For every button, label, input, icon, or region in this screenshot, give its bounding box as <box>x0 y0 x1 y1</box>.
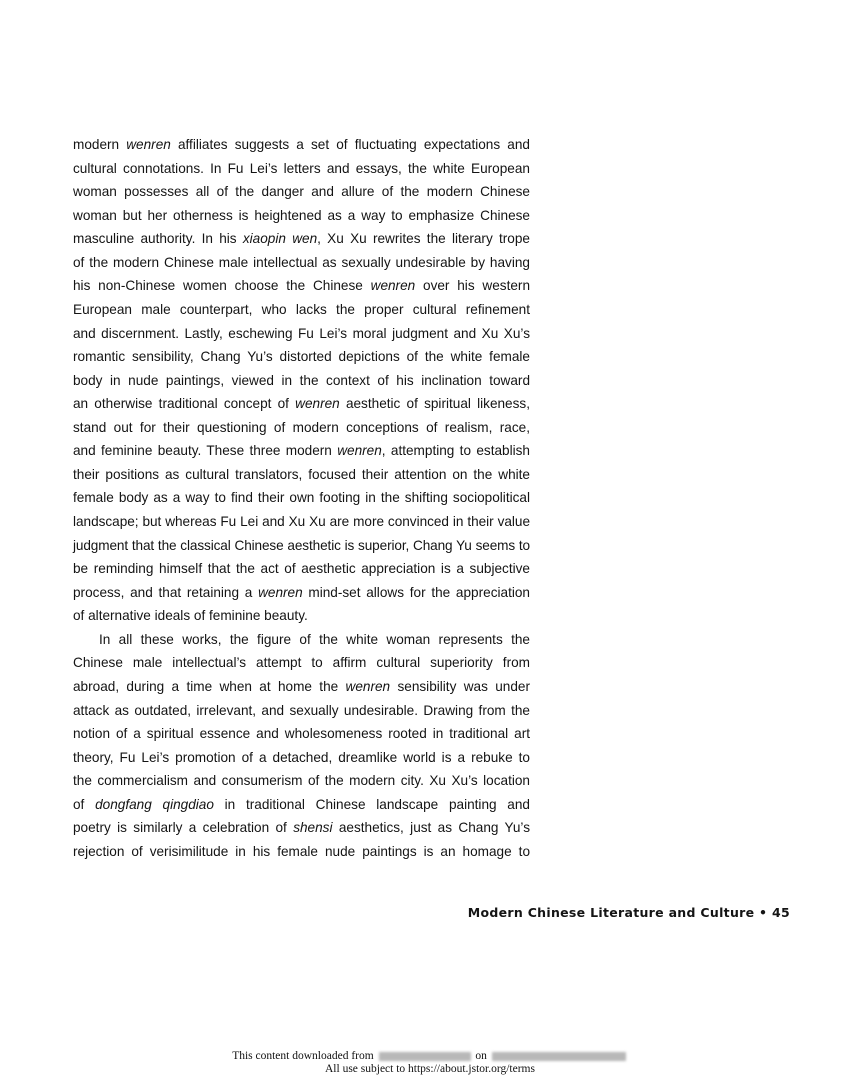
italic-term: wenren <box>258 584 303 600</box>
text-run: over his western <box>415 278 530 294</box>
text-line <box>73 133 530 157</box>
text-line <box>73 298 530 322</box>
text-line <box>73 651 530 675</box>
redacted-ip <box>379 1052 471 1061</box>
text-run: attack as outdated, irrelevant, and sexually undesirable. Drawing from the <box>73 702 530 718</box>
italic-term: wenren <box>370 278 416 294</box>
text-run: woman possesses all of the danger and allure of the modern Chinese <box>73 184 530 200</box>
text-run: of alternative ideals of feminine beauty. <box>73 608 308 624</box>
text-line <box>73 557 530 581</box>
running-footer <box>468 905 790 920</box>
text-run: abroad, during a time when at home the <box>73 678 346 694</box>
text-line <box>73 486 530 510</box>
text-run: sensibility was under <box>390 678 530 694</box>
text-run: , attempting to establish <box>381 443 530 459</box>
text-run: woman but her otherness is heightened as a way to emphasize Chinese <box>73 207 530 223</box>
text-line <box>73 628 530 652</box>
text-line <box>73 793 530 817</box>
text-line <box>73 416 530 440</box>
jstor-terms-notice <box>0 1063 860 1075</box>
text-run: aesthetics, just as Chang Yu’s <box>332 820 530 836</box>
text-run: an otherwise traditional concept of <box>73 396 296 412</box>
text-run: masculine authority. In his <box>73 231 243 247</box>
text-line <box>73 157 530 181</box>
text-line <box>73 699 530 723</box>
text-run: stand out for their questioning of modern conceptions of realism, race, <box>73 419 530 435</box>
text-run: cultural connotations. In Fu Lei’s letters and essays, the white European <box>73 160 530 176</box>
text-run: , Xu Xu rewrites the literary trope <box>317 231 530 247</box>
text-line <box>73 251 530 275</box>
text-run: the commercialism and consumerism of the modern city. Xu Xu’s location <box>73 773 530 789</box>
terms-text: All use subject to https://about.jstor.org/terms <box>325 1063 535 1075</box>
text-line <box>73 769 530 793</box>
text-line <box>73 840 530 864</box>
redacted-date <box>492 1052 626 1061</box>
download-notice-on: on <box>475 1050 487 1062</box>
text-line <box>73 227 530 251</box>
text-run: and feminine beauty. These three modern <box>73 443 338 459</box>
text-run: poetry is similarly a celebration of <box>73 820 294 836</box>
text-run: aesthetic of spiritual likeness, <box>339 396 530 412</box>
text-line <box>73 722 530 746</box>
text-line <box>73 180 530 204</box>
body-text <box>73 133 530 863</box>
text-run: judgment that the classical Chinese aesthetic is superior, Chang Yu seems to <box>73 537 530 553</box>
text-run: in traditional Chinese landscape painting and <box>213 796 530 812</box>
page-number: 45 <box>772 905 790 920</box>
text-line <box>73 345 530 369</box>
text-line <box>73 534 530 558</box>
text-run: landscape; but whereas Fu Lei and Xu Xu are more convinced in their value <box>73 514 530 529</box>
jstor-download-notice <box>0 1050 860 1062</box>
text-line <box>73 322 530 346</box>
text-run: rejection of verisimilitude in his female nude paintings is an homage to <box>73 843 530 859</box>
text-run: European male counterpart, who lacks the proper cultural refinement <box>73 301 530 317</box>
text-run: notion of a spiritual essence and wholesomeness rooted in traditional art <box>73 726 530 742</box>
text-run: be reminding himself that the act of aesthetic appreciation is a subjective <box>73 561 530 577</box>
text-run: of <box>73 796 96 812</box>
text-run: body in nude paintings, viewed in the context of his inclination toward <box>73 372 530 388</box>
text-run: female body as a way to find their own footing in the shifting sociopolitical <box>73 490 530 506</box>
paragraph <box>73 628 530 864</box>
italic-term: wenren <box>345 678 391 694</box>
text-run: their positions as cultural translators, focused their attention on the white <box>73 466 530 482</box>
italic-term: wenren <box>126 137 171 152</box>
text-run: of the modern Chinese male intellectual as sexually undesirable by having <box>73 254 530 270</box>
text-line <box>73 463 530 487</box>
text-run: modern <box>73 137 127 152</box>
text-run: affiliates suggests a set of fluctuating expectations and <box>170 137 530 152</box>
text-run: process, and that retaining a <box>73 584 259 600</box>
text-line <box>73 675 530 699</box>
text-line <box>73 816 530 840</box>
text-line <box>73 204 530 228</box>
text-line <box>73 274 530 298</box>
text-line <box>73 510 530 534</box>
italic-term: xiaopin wen <box>242 231 318 247</box>
text-line <box>73 604 530 628</box>
journal-title: Modern Chinese Literature and Culture <box>467 905 755 920</box>
text-line <box>73 369 530 393</box>
text-run: and discernment. Lastly, eschewing Fu Lei’s moral judgment and Xu Xu’s <box>73 325 530 341</box>
text-line <box>73 392 530 416</box>
text-run: theory, Fu Lei’s promotion of a detached, dreamlike world is a rebuke to <box>73 749 530 765</box>
text-line <box>73 746 530 770</box>
text-run: Chinese male intellectual’s attempt to affirm cultural superiority from <box>73 655 530 671</box>
separator-bullet: • <box>759 905 768 920</box>
text-run: mind-set allows for the appreciation <box>302 584 530 600</box>
italic-term: wenren <box>295 396 340 412</box>
text-line <box>73 581 530 605</box>
download-notice-text: This content downloaded from <box>232 1050 374 1062</box>
italic-term: dongfang qingdiao <box>95 796 214 812</box>
paragraph <box>73 133 530 628</box>
text-run: In all these works, the figure of the white woman represents the <box>99 631 530 647</box>
text-run: his non-Chinese women choose the Chinese <box>73 278 371 294</box>
text-line <box>73 439 530 463</box>
italic-term: shensi <box>293 820 333 836</box>
italic-term: wenren <box>337 443 382 459</box>
text-run: romantic sensibility, Chang Yu’s distorted depictions of the white female <box>73 349 530 365</box>
